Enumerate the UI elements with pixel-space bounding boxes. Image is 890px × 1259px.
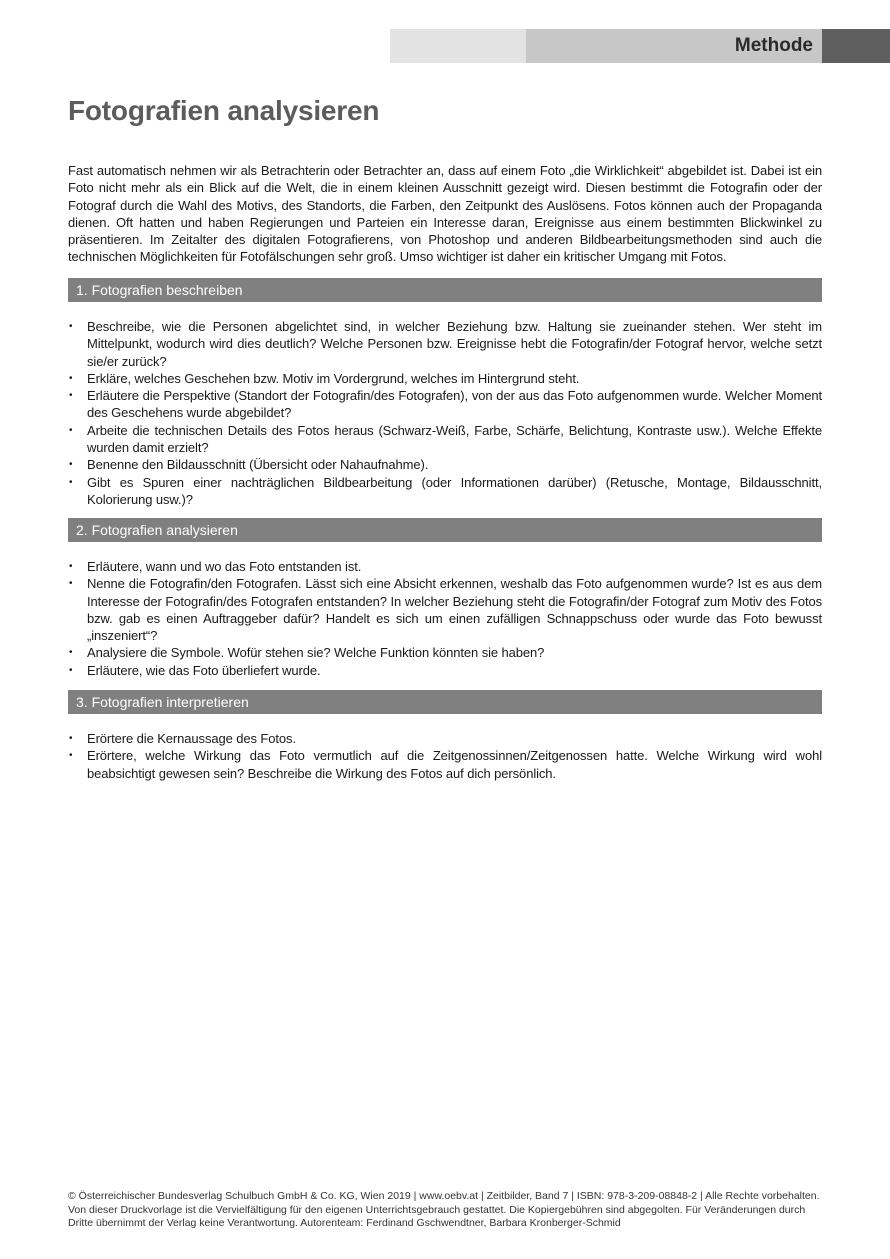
list-item: • Analysiere die Symbole. Wofür stehen sie? Welche Funktion könnten sie haben? (68, 644, 822, 661)
list-item: • Erörtere die Kernaussage des Fotos. (68, 730, 822, 747)
section-3-heading: 3. Fotografien interpretieren (68, 690, 822, 714)
header-method-label: Methode (526, 29, 822, 63)
section-2-heading: 2. Fotografien analysieren (68, 518, 822, 542)
section-1-heading: 1. Fotografien beschreiben (68, 278, 822, 302)
copyright-footer: © Österreichischer Bundesverlag Schulbuch GmbH & Co. KG, Wien 2019 | www.oebv.at | Zeitbilder, Band 7 | ISBN: 978-3-209-08848-2 | Alle Rechte vorbehalten. Von dieser Druckvorlage ist die Vervielfältigung für den eigenen Unterrichtsgebrauch gestattet. Die Kopiergebühren sind abgegolten. Für Veränderungen durch Dritte übernimmt der Verlag keine Verantwortung. Autorenteam: Ferdinand Gschwendtner, Barbara Kronberger-Schmid (68, 1190, 820, 1229)
page-title: Fotografien analysieren (68, 95, 380, 126)
list-item: • Nenne die Fotografin/den Fotografen. Lässt sich eine Absicht erkennen, weshalb das Foto aufgenommen wurde? Ist es aus dem Interesse der Fotografin/des Fotografen entstanden? In welcher Beziehung steht die Fotografin/der Fotograf zum Motiv des Fotos bzw. gab es einen Auftraggeber dafür? Handelt es sich um einen zufälligen Schnappschuss oder wurde das Foto bewusst „inszeniert“? (68, 575, 822, 644)
list-item: • Erläutere, wann und wo das Foto entstanden ist. (68, 558, 822, 575)
header-bar (390, 29, 890, 63)
list-item: • Arbeite die technischen Details des Fotos heraus (Schwarz-Weiß, Farbe, Schärfe, Belichtung, Kontraste usw.). Welche Effekte wurden damit erzielt? (68, 422, 822, 457)
section-3-list (68, 730, 822, 782)
section-2-list (68, 558, 822, 679)
section-1-list (68, 318, 822, 508)
list-item: • Erläutere die Perspektive (Standort der Fotografin/des Fotografen), von der aus das Foto aufgenommen wurde. Welcher Moment des Geschehens wurde abgebildet? (68, 387, 822, 422)
header-bar-dark-segment (822, 29, 890, 63)
intro-paragraph: Fast automatisch nehmen wir als Betrachterin oder Betrachter an, dass auf einem Foto „die Wirklichkeit“ abgebildet ist. Dabei ist ein Foto nicht mehr als ein Blick auf die Welt, die in einem kleinen Ausschnitt gezeigt wird. Diesen bestimmt die Fotografin oder der Fotograf durch die Wahl des Motivs, des Standorts, die Farben, den Zeitpunkt des Auslösens. Fotos können auch der Propaganda dienen. Oft hatten und haben Regierungen und Parteien ein Interesse daran, Ereignisse aus einem bestimmten Blickwinkel zu präsentieren. Im Zeitalter des digitalen Fotografierens, von Photoshop und anderen Bildbearbeitungsmethoden sind auch die technischen Möglichkeiten für Fotofälschungen sehr groß. Umso wichtiger ist daher ein kritischer Umgang mit Fotos. (68, 163, 822, 265)
list-item: • Beschreibe, wie die Personen abgelichtet sind, in welcher Beziehung bzw. Haltung sie zueinander stehen. Wer steht im Mittelpunkt, wodurch wird dies deutlich? Welche Personen bzw. Ereignisse hebt die Fotografin/der Fotograf hervor, welche setzt sie/er zurück? (68, 318, 822, 370)
list-item: • Erörtere, welche Wirkung das Foto vermutlich auf die Zeitgenossinnen/Zeitgenossen hatte. Welche Wirkung wird wohl beabsichtigt gewesen sein? Beschreibe die Wirkung des Fotos auf dich persönlich. (68, 747, 822, 782)
list-item: • Gibt es Spuren einer nachträglichen Bildbearbeitung (oder Informationen darüber) (Retusche, Montage, Bildausschnitt, Kolorierung usw.)? (68, 474, 822, 509)
list-item: • Benenne den Bildausschnitt (Übersicht oder Nahaufnahme). (68, 456, 822, 473)
list-item: • Erläutere, wie das Foto überliefert wurde. (68, 662, 822, 679)
header-bar-light-segment (390, 29, 526, 63)
list-item: • Erkläre, welches Geschehen bzw. Motiv im Vordergrund, welches im Hintergrund steht. (68, 370, 822, 387)
